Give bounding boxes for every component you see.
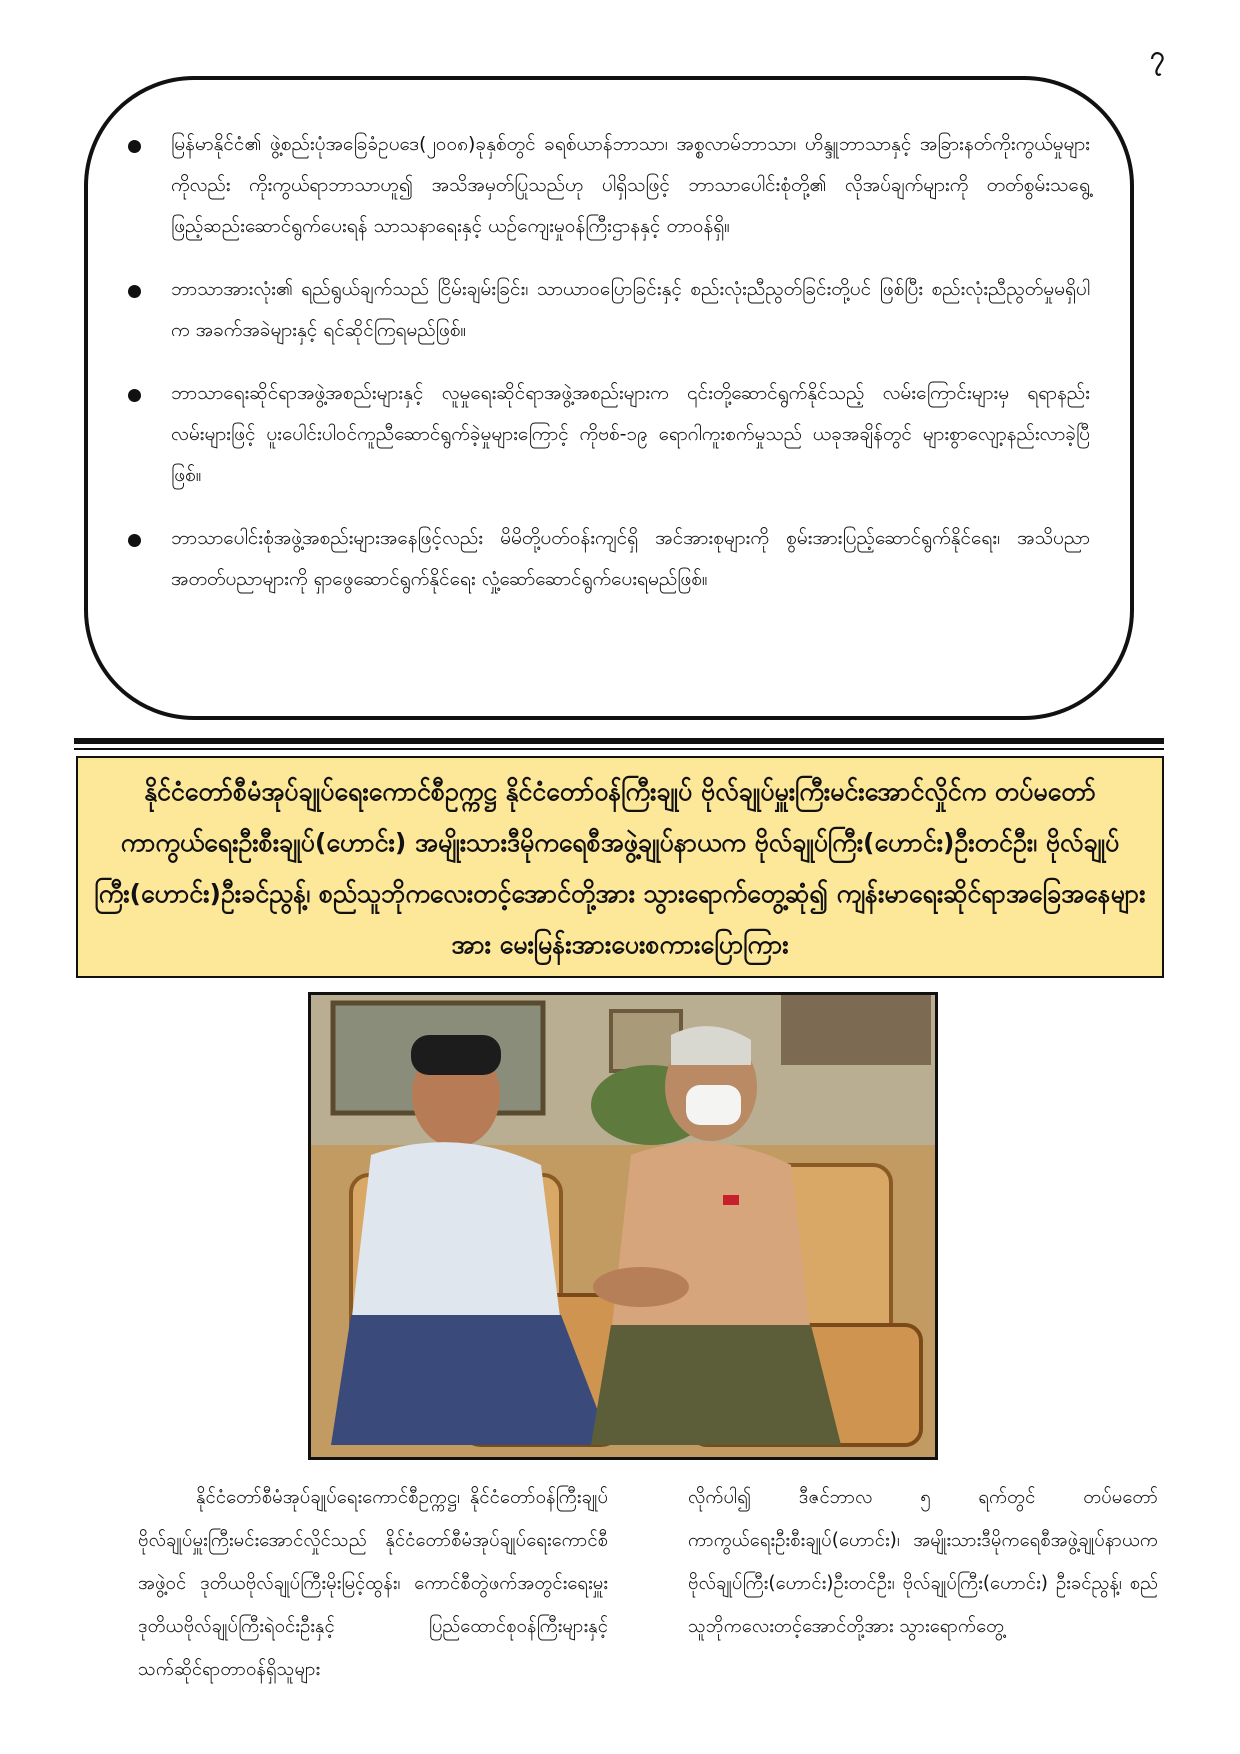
bullet-item [128,518,1090,600]
bullet-text: ဘာသာရေးဆိုင်ရာအဖွဲ့အစည်းများနှင့် လူမှုရေးဆိုင်ရာအဖွဲ့အစည်းများက ၎င်းတို့ဆောင်ရွက်နိုင်သည့် လမ်းကြောင်းများမှ ရရာနည်းလမ်းများဖြင့် ပူးပေါင်းပါဝင်ကူညီဆောင်ရွက်ခဲ့မှုများကြောင့် ကိုဗစ်-၁၉ ရောဂါကူးစက်မှုသည် ယခုအချိန်တွင် များစွာလျော့နည်းလာခဲ့ပြီဖြစ်။ [171,382,1090,486]
article-paragraph: နိုင်ငံတော်စီမံအုပ်ချုပ်ရေးကောင်စီဥက္ကဋ္ဌ၊ နိုင်ငံတော်ဝန်ကြီးချုပ် ဗိုလ်ချုပ်မှူးကြီးမင်းအောင်လှိုင်သည် နိုင်ငံတော်စီမံအုပ်ချုပ်ရေးကောင်စီအဖွဲ့ဝင် ဒုတိယဗိုလ်ချုပ်ကြီးမိုးမြင့်ထွန်း၊ ကောင်စီတွဲဖက်အတွင်းရေးမှူး ဒုတိယဗိုလ်ချုပ်ကြီးရဲဝင်းဦးနှင့် ပြည်ထောင်စုဝန်ကြီးများနှင့် သက်ဆိုင်ရာတာဝန်ရှိသူများ [138,1487,608,1680]
bullet-icon [128,140,141,153]
key-points-box [84,76,1134,720]
divider-thick [74,738,1164,744]
bullet-icon [128,389,141,402]
bullet-item [128,124,1090,247]
bullet-text: ဘာသာအားလုံး၏ ရည်ရွယ်ချက်သည် ငြိမ်းချမ်းခြင်း၊ သာယာဝပြောခြင်းနှင့် စည်းလုံးညီညွတ်ခြင်းတို့ပင် ဖြစ်ပြီး စည်းလုံးညီညွတ်မှုမရှိပါက အခက်အခဲများနှင့် ရင်ဆိုင်ကြရမည်ဖြစ်။ [171,278,1090,341]
bullet-item [128,269,1090,351]
headline-banner: နိုင်ငံတော်စီမံအုပ်ချုပ်ရေးကောင်စီဥက္ကဋ္ဌ နိုင်ငံတော်ဝန်ကြီးချုပ် ဗိုလ်ချုပ်မှူးကြီးမင်းအောင်လှိုင်က တပ်မတော်ကာကွယ်ရေးဦးစီးချုပ်(ဟောင်း) အမျိုးသားဒီမိုကရေစီအဖွဲ့ချုပ်နာယက ဗိုလ်ချုပ်ကြီး(ဟောင်း)ဦးတင်ဦး၊ ဗိုလ်ချုပ်ကြီး(ဟောင်း)ဦးခင်ညွန့်၊ စည်သူဘိုကလေးတင့်အောင်တို့အား သွားရောက်တွေ့ဆုံ၍ ကျန်းမာရေးဆိုင်ရာအခြေအနေများအား မေးမြန်းအားပေးစကားပြောကြား [76,756,1164,978]
article-column-right [688,1476,1158,1746]
page-number: ၇ [1150,41,1165,71]
news-photo [308,992,938,1460]
bullet-icon [128,534,141,547]
article-body [138,1476,1158,1746]
article-paragraph: လိုက်ပါ၍ ဒီဇင်ဘာလ ၅ ရက်တွင် တပ်မတော်ကာကွယ်ရေးဦးစီးချုပ်(ဟောင်း)၊ အမျိုးသားဒီမိုကရေစီအဖွဲ့ချုပ်နာယက ဗိုလ်ချုပ်ကြီး(ဟောင်း)ဦးတင်ဦး၊ ဗိုလ်ချုပ်ကြီး(ဟောင်း) ဦးခင်ညွန့်၊ စည်သူဘိုကလေးတင့်အောင်တို့အား သွားရောက်တွေ့ [688,1487,1158,1637]
article-column-left [138,1476,608,1746]
bullet-item [128,373,1090,496]
divider-thin [74,748,1164,750]
bullet-text: ဘာသာပေါင်းစုံအဖွဲ့အစည်းများအနေဖြင့်လည်း မိမိတို့ပတ်ဝန်းကျင်ရှိ အင်အားစုများကို စွမ်းအားပြည့်ဆောင်ရွက်နိုင်ရေး၊ အသိပညာအတတ်ပညာများကို ရှာဖွေဆောင်ရွက်နိုင်ရေး လှုံ့ဆော်ဆောင်ရွက်ပေးရမည်ဖြစ်။ [171,527,1090,590]
bullet-icon [128,285,141,298]
bullet-text: မြန်မာနိုင်ငံ၏ ဖွဲ့စည်းပုံအခြေခံဥပဒေ(၂၀၀၈)ခုနှစ်တွင် ခရစ်ယာန်ဘာသာ၊ အစ္စလာမ်ဘာသာ၊ ဟိန္ဒူဘာသာနှင့် အခြားနတ်ကိုးကွယ်မှုများကိုလည်း ကိုးကွယ်ရာဘာသာဟူ၍ အသိအမှတ်ပြုသည်ဟု ပါရှိသဖြင့် ဘာသာပေါင်းစုံတို့၏ လိုအပ်ချက်များကို တတ်စွမ်းသရွေ့ ဖြည့်ဆည်းဆောင်ရွက်ပေးရန် သာသနာရေးနှင့် ယဉ်ကျေးမှုဝန်ကြီးဌာနနှင့် တာဝန်ရှိ။ [171,133,1090,237]
